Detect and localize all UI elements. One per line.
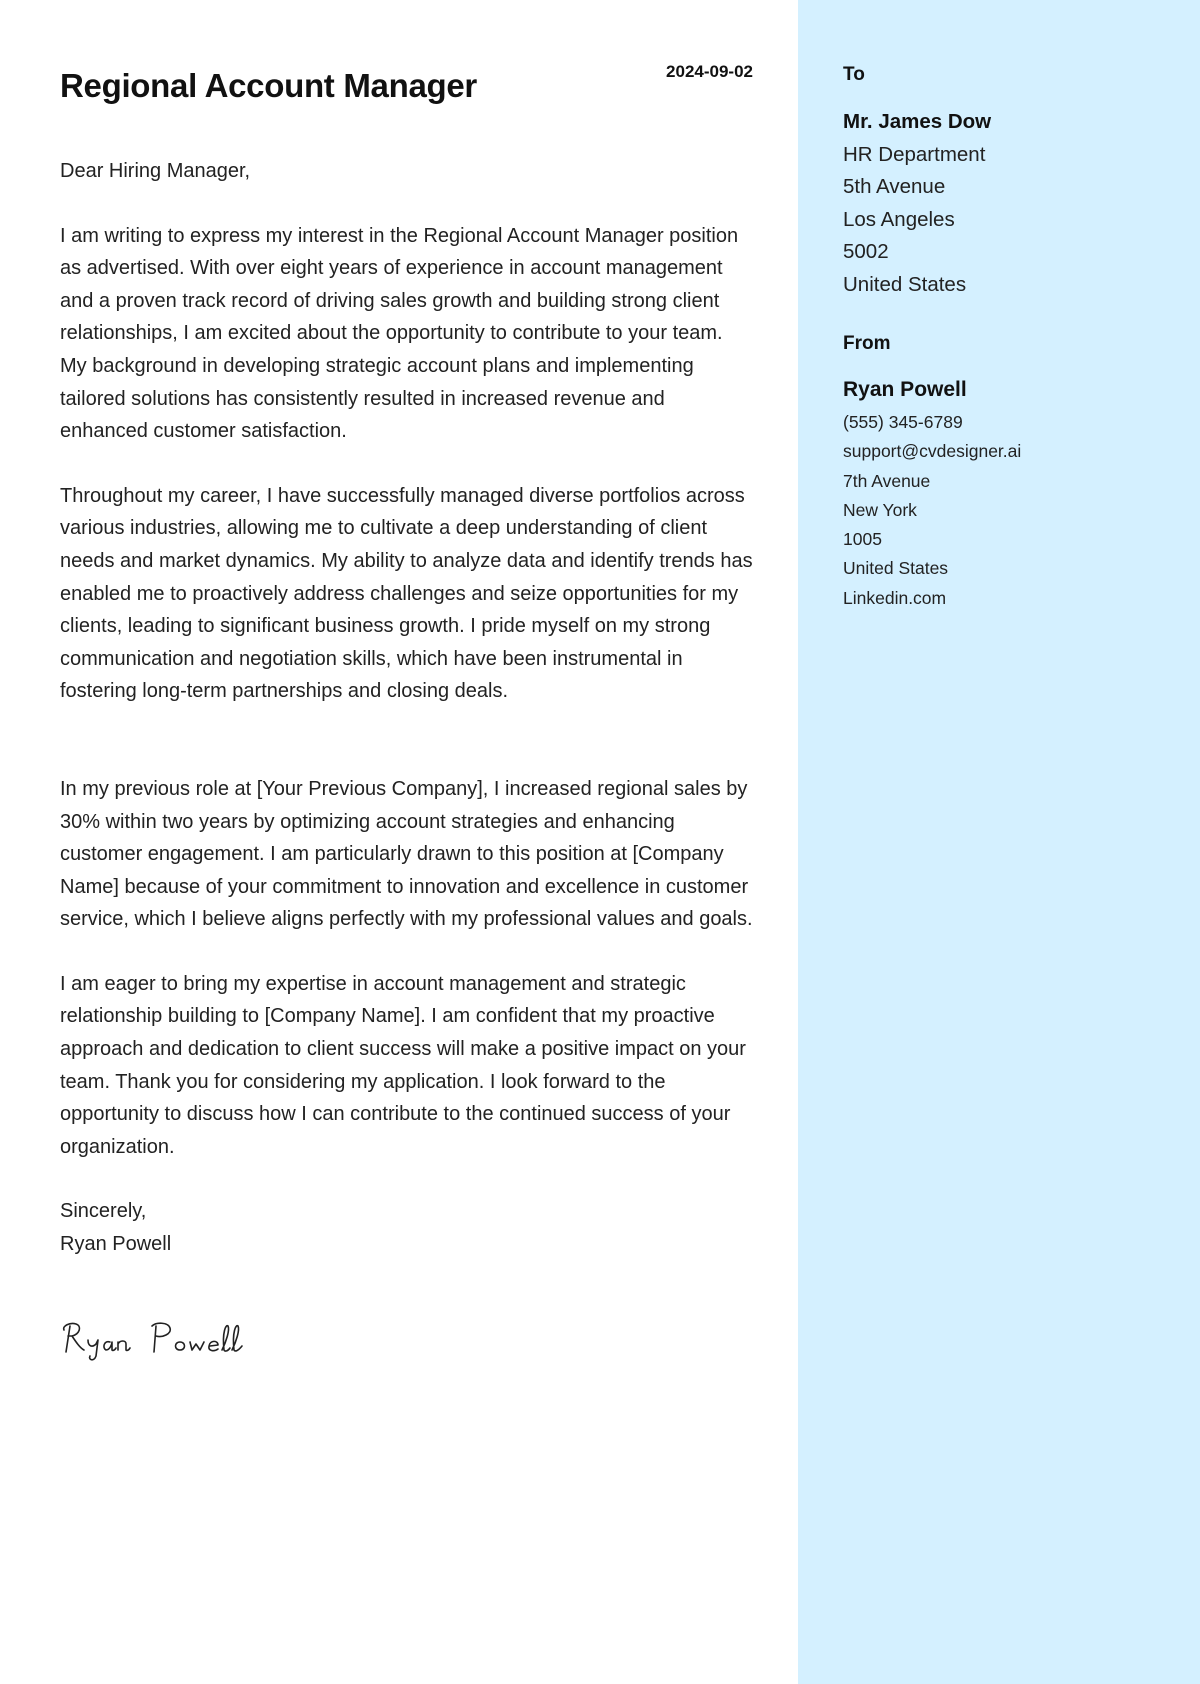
sender-street: 7th Avenue — [843, 470, 931, 491]
recipient-department: HR Department — [843, 142, 986, 166]
recipient-country: United States — [843, 272, 967, 296]
recipient-name: Mr. James Dow — [843, 110, 992, 133]
paragraph-previous-role: In my previous role at [Your Previous Company], I increased regional sales by 30% within two years by optimizing account strategies and enhancing customer engagement. I am particularly drawn to this position at [Company Name] because of your commitment to innovation and excellence in customer service, which I believe aligns perfectly with my professional values and goals. — [60, 777, 753, 931]
recipient-street: 5th Avenue — [843, 175, 946, 199]
sender-country: United States — [843, 558, 949, 579]
recipient-block — [843, 106, 991, 302]
paragraph-intro: I am writing to express my interest in the Regional Account Manager position as advertised. With over eight years of experience in account management and a proven track record of driving sales growth and building strong client relationships, I am excited about the opportunity to contribute to your team. My background in developing strategic account plans and implementing tailored solutions has consistently resulted in increased revenue and enhanced customer satisfaction. — [60, 224, 739, 443]
from-label: From — [843, 333, 891, 354]
sender-phone: (555) 345-6789 — [843, 412, 963, 432]
letter-main-column — [60, 0, 753, 1684]
recipient-zip: 5002 — [843, 240, 889, 264]
page-title: Regional Account Manager — [60, 67, 477, 104]
sender-website-link[interactable]: Linkedin.com — [843, 587, 947, 608]
paragraph-career: Throughout my career, I have successfully managed diverse portfolios across various industries, allowing me to cultivate a deep understanding of client needs and market dynamics. My ability to analyze data and identify trends has enabled me to proactively address challenges and seize opportunities for my clients, leading to significant business growth. I pride myself on my strong communication and negotiation skills, which have been instrumental in fostering long-term partnerships and closing deals. — [60, 484, 753, 703]
to-label: To — [843, 64, 865, 85]
salutation: Dear Hiring Manager, — [60, 160, 251, 182]
paragraph-closing: I am eager to bring my expertise in account management and strategic relationship building to [Company Name]. I am confident that my proactive approach and dedication to client success will make a positive impact on your team. Thank you for considering my application. I look forward to the opportunity to discuss how I can contribute to the continued success of your organization. — [60, 972, 746, 1158]
sender-zip: 1005 — [843, 529, 882, 550]
handwritten-signature — [56, 1312, 316, 1362]
sender-block — [843, 376, 1021, 613]
sender-city: New York — [843, 499, 917, 520]
letter-date: 2024-09-02 — [666, 62, 753, 81]
sender-email[interactable]: support@cvdesigner.ai — [843, 441, 1022, 462]
contact-sidebar — [798, 0, 1200, 1684]
sender-name-closing: Ryan Powell — [60, 1233, 172, 1256]
recipient-city: Los Angeles — [843, 207, 955, 231]
letter-body — [60, 155, 753, 1261]
sender-name: Ryan Powell — [843, 378, 967, 401]
closing-line: Sincerely, — [60, 1200, 147, 1223]
